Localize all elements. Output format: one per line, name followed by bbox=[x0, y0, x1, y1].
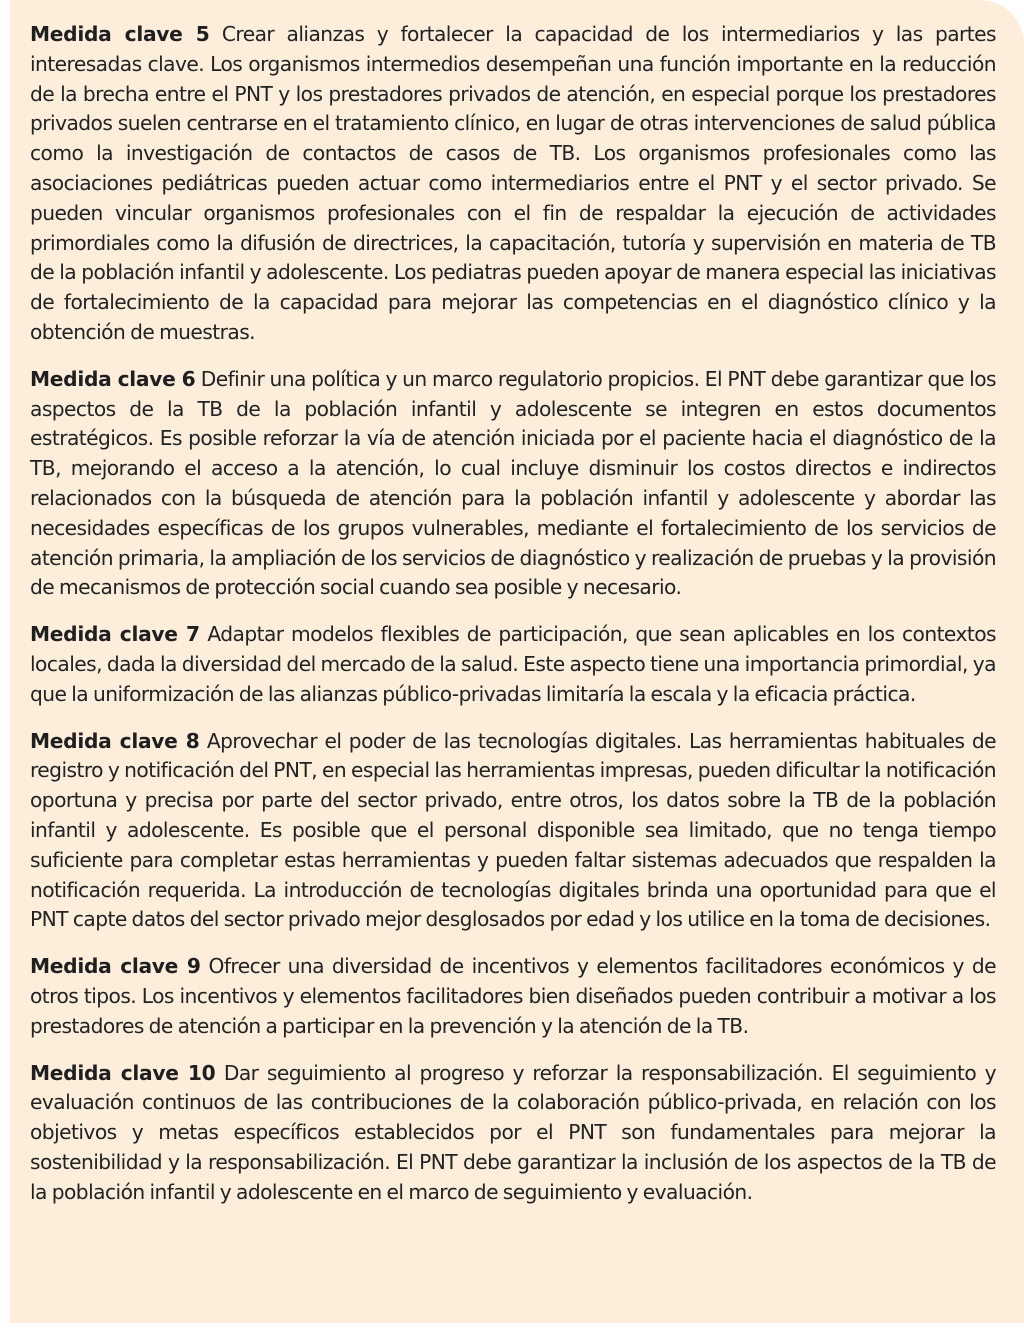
key-measures-box bbox=[10, 0, 1024, 1323]
measure-text: Definir una política y un marco regulatorio propicios. El PNT debe garantizar que los aspectos de la TB de la población infantil y adolescente se integren en estos documentos estratégicos. Es posible reforzar la vía de atención iniciada por el paciente hacia el diagnóstico de la TB, mejorando el acceso a la atención, lo cual incluye disminuir los costos directos e indirectos relacionados con la búsqueda de atención para la población infantil y adolescente y abordar las necesidades específicas de los grupos vulnerables, mediante el fortalecimiento de los servicios de atención primaria, la ampliación de los servicios de diagnóstico y realización de pruebas y la provisión de mecanismos de protección social cuando sea posible y necesario. bbox=[30, 366, 996, 600]
measure-text: Crear alianzas y fortalecer la capacidad de los intermediarios y las partes interesadas clave. Los organismos intermedios desempeñan una función importante en la reducción de la brecha entre el PNT y los prestadores privados de atención, en especial porque los prestadores privados suelen centrarse en el tratamiento clínico, en lugar de otras intervenciones de salud pública como la investigación de contactos de casos de TB. Los organismos profesionales como las asociaciones pediátricas pueden actuar como intermediarios entre el PNT y el sector privado. Se pueden vincular organismos profesionales con el fin de respaldar la ejecución de actividades primordiales como la difusión de directrices, la capacitación, tutoría y supervisión en materia de TB de la población infantil y adolescente. Los pediatras pueden apoyar de manera especial las iniciativas de fortalecimiento de la capacidad para mejorar las competencias en el diagnóstico clínico y la obtención de muestras. bbox=[30, 22, 996, 344]
key-measure-9 bbox=[30, 952, 996, 1041]
measure-label: Medida clave 10 bbox=[30, 1060, 216, 1085]
measure-label: Medida clave 6 bbox=[30, 366, 196, 391]
key-measure-7 bbox=[30, 620, 996, 709]
key-measure-6 bbox=[30, 365, 996, 603]
key-measure-8 bbox=[30, 727, 996, 936]
measure-text: Ofrecer una diversidad de incentivos y elementos facilitadores económicos y de otros tipos. Los incentivos y elementos facilitadores bien diseñados pueden contribuir a motivar a los prestadores de atención a participar en la prevención y la atención de la TB. bbox=[30, 954, 996, 1038]
measure-text: Adaptar modelos flexibles de participación, que sean aplicables en los contextos locales, dada la diversidad del mercado de la salud. Este aspecto tiene una importancia primordial, ya que la uniformización de las alianzas público-privadas limitaría la escala y la eficacia práctica. bbox=[30, 622, 996, 706]
measure-label: Medida clave 7 bbox=[30, 622, 200, 647]
key-measure-10 bbox=[30, 1059, 996, 1208]
measure-label: Medida clave 5 bbox=[30, 22, 210, 46]
measure-label: Medida clave 9 bbox=[30, 954, 201, 979]
measure-text: Aprovechar el poder de las tecnologías digitales. Las herramientas habituales de registro y notificación del PNT, en especial las herramientas impresas, pueden dificultar la notificación oportuna y precisa por parte del sector privado, entre otros, los datos sobre la TB de la población infantil y adolescente. Es posible que el personal disponible sea limitado, que no tenga tiempo suficiente para completar estas herramientas y pueden faltar sistemas adecuados que respalden la notificación requerida. La introducción de tecnologías digitales brinda una oportunidad para que el PNT capte datos del sector privado mejor desglosados por edad y los utilice en la toma de decisiones. bbox=[30, 728, 996, 932]
measure-text: Dar seguimiento al progreso y reforzar la responsabilización. El seguimiento y evaluación continuos de las contribuciones de la colaboración público-privada, en relación con los objetivos y metas específicos establecidos por el PNT son fundamentales para mejorar la sostenibilidad y la responsabilización. El PNT debe garantizar la inclusión de los aspectos de la TB de la población infantil y adolescente en el marco de seguimiento y evaluación. bbox=[30, 1060, 996, 1204]
key-measure-5 bbox=[30, 20, 996, 348]
measure-label: Medida clave 8 bbox=[30, 728, 200, 753]
